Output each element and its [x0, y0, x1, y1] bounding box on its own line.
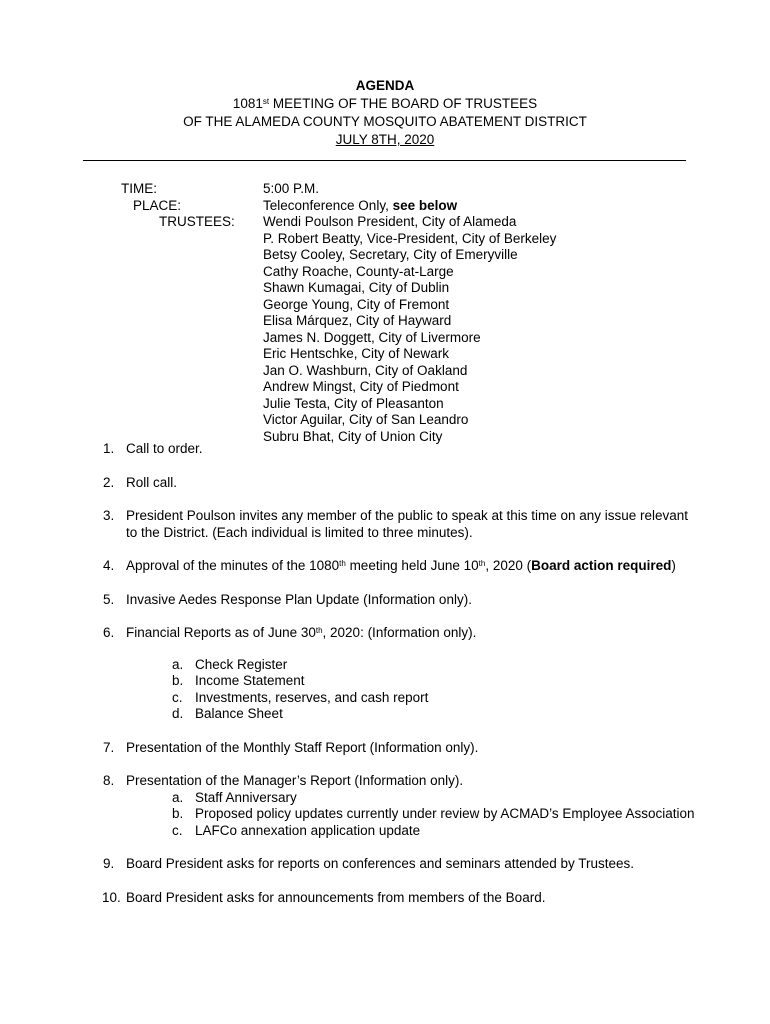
sub-item: [172, 657, 703, 674]
agenda-item-financial-reports: [103, 625, 703, 723]
sub-item-letter: c.: [172, 689, 183, 705]
meeting-title-rest: MEETING OF THE BOARD OF TRUSTEES: [269, 96, 538, 111]
item-text: Board President asks for announcements from members of the Board.: [126, 889, 546, 905]
sub-item-text: Proposed policy updates currently under review by ACMAD’s Employee Association: [195, 806, 695, 821]
item-text: , 2020: (Information only).: [322, 625, 477, 640]
sub-item: [172, 823, 703, 840]
agenda-header: [0, 77, 770, 149]
agenda-item-conference-reports: [103, 856, 703, 873]
meeting-date: JULY 8TH, 2020: [335, 132, 435, 147]
sub-item-letter: a.: [172, 789, 184, 805]
item-number: 5.: [103, 591, 115, 607]
meeting-suffix: st: [262, 97, 270, 106]
trustee-line: Shawn Kumagai, City of Dublin: [263, 280, 450, 295]
trustee-line: Eric Hentschke, City of Newark: [263, 346, 450, 361]
trustee-line: James N. Doggett, City of Livermore: [263, 329, 481, 345]
trustees-label: TRUSTEES:: [159, 214, 235, 229]
agenda-item-manager-report: [103, 773, 703, 839]
board-action-note: Board action required: [531, 558, 672, 573]
item-text: Roll call.: [126, 474, 178, 490]
item-text: President Poulson invites any member of the public to speak at this time on any issue relevant to the District. (Each individual is limited to three minutes).: [126, 508, 689, 540]
item-text: Board President asks for reports on conferences and seminars attended by Trustees.: [126, 856, 635, 871]
trustee-line: P. Robert Beatty, Vice-President, City of Berkeley: [263, 230, 557, 246]
sub-item-text: Check Register: [195, 656, 288, 672]
sub-item-letter: b.: [172, 673, 184, 688]
manager-subitems: [126, 790, 703, 840]
place-label: PLACE:: [133, 197, 182, 213]
trustee-line: George Young, City of Fremont: [263, 296, 450, 312]
trustee-line: Subru Bhat, City of Union City: [263, 428, 443, 444]
sub-item-letter: c.: [172, 822, 183, 838]
agenda-items: [103, 441, 703, 923]
sub-item: [172, 673, 703, 690]
sub-item-letter: a.: [172, 656, 184, 672]
sub-item: [172, 690, 703, 707]
header-divider: [83, 160, 686, 161]
ordinal-suffix: th: [315, 626, 323, 635]
trustee-line: Wendi Poulson President, City of Alameda: [263, 214, 517, 229]
sub-item: [172, 790, 703, 807]
item-text: meeting held June 10: [345, 558, 479, 573]
agenda-item-minutes-approval: [103, 558, 703, 575]
sub-item-text: Income Statement: [195, 673, 305, 688]
agenda-item-board-announcements: [103, 890, 703, 907]
item-text: ): [671, 558, 676, 573]
ordinal-suffix: th: [478, 559, 486, 568]
sub-item-text: Investments, reserves, and cash report: [195, 689, 429, 705]
item-number: 8.: [103, 773, 115, 788]
item-text: Financial Reports as of June 30: [126, 625, 316, 640]
trustee-line: Betsy Cooley, Secretary, City of Emeryville: [263, 247, 518, 262]
financial-subitems: [126, 657, 703, 723]
agenda-item-call-to-order: [103, 441, 703, 458]
trustee-line: Cathy Roache, County-at-Large: [263, 263, 454, 279]
agenda-item-roll-call: [103, 475, 703, 492]
ordinal-suffix: th: [339, 559, 346, 568]
item-text: Invasive Aedes Response Plan Update (Information only).: [126, 591, 472, 607]
time-value: 5:00 P.M.: [263, 181, 320, 196]
meeting-info: [263, 181, 556, 445]
item-text: , 2020 (: [485, 558, 532, 573]
sub-item-text: LAFCo annexation application update: [195, 822, 421, 838]
item-text: Presentation of the Monthly Staff Report (Information only).: [126, 739, 479, 755]
trustee-line: Andrew Mingst, City of Piedmont: [263, 379, 459, 394]
item-number: 3.: [103, 508, 115, 523]
place-value: [263, 198, 556, 215]
sub-item: [172, 806, 703, 823]
sub-item-text: Staff Anniversary: [195, 789, 297, 805]
item-number: 1.: [103, 441, 115, 456]
item-number: 9.: [103, 856, 115, 871]
place-text: Teleconference Only,: [263, 197, 393, 213]
time-label: TIME:: [121, 181, 157, 196]
sub-item: [172, 706, 703, 723]
sub-item-letter: d.: [172, 706, 184, 721]
organization-line: OF THE ALAMEDA COUNTY MOSQUITO ABATEMENT DISTRICT: [183, 114, 587, 129]
agenda-item-aedes-plan: [103, 592, 703, 609]
sub-item-text: Balance Sheet: [195, 706, 283, 721]
place-note: see below: [392, 197, 458, 213]
agenda-title: AGENDA: [355, 78, 415, 93]
meeting-number: 1081: [232, 96, 263, 111]
item-text: Presentation of the Manager’s Report (Information only).: [126, 773, 464, 788]
item-number: 6.: [103, 625, 115, 640]
item-number: 4.: [103, 558, 115, 573]
item-text: Approval of the minutes of the 1080: [126, 558, 340, 573]
sub-item-letter: b.: [172, 806, 184, 821]
item-text: Call to order.: [126, 441, 203, 456]
trustee-line: Elisa Márquez, City of Hayward: [263, 313, 452, 328]
agenda-item-public-comment: [103, 508, 703, 541]
agenda-item-staff-report: [103, 740, 703, 757]
meeting-line: [0, 95, 770, 113]
trustee-line: Jan O. Washburn, City of Oakland: [263, 362, 468, 378]
trustee-line: Victor Aguilar, City of San Leandro: [263, 412, 469, 427]
item-number: 2.: [103, 474, 115, 490]
trustee-line: Julie Testa, City of Pleasanton: [263, 395, 444, 411]
item-number: 7.: [103, 739, 115, 755]
item-number: 10.: [102, 889, 121, 905]
